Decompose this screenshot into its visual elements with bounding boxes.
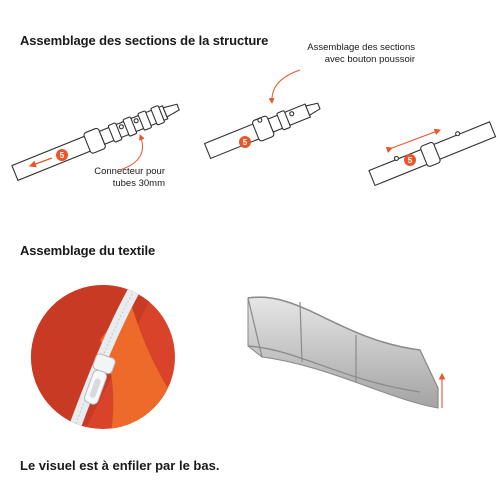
- connector-callout-line1: Connecteur pour: [94, 166, 165, 177]
- textile-instruction-caption: Le visuel est à enfiler par le bas.: [20, 458, 220, 473]
- badge-2: [239, 136, 251, 148]
- badge-1: [56, 149, 68, 161]
- pushbutton-callout-arrow: [272, 70, 300, 103]
- textile-assembly-heading: Assemblage du textile: [20, 243, 156, 258]
- pushbutton-diagram: [203, 96, 323, 161]
- connector-tube-diagram: [11, 97, 182, 183]
- connector-callout-line2: tubes 30mm: [112, 178, 165, 189]
- zipper-photo: [20, 280, 190, 440]
- assembled-tube-diagram: [368, 119, 497, 188]
- badge-2-label: 5: [242, 138, 248, 147]
- badge-1-label: 5: [59, 151, 65, 160]
- structure-assembly-heading: Assemblage des sections de la structure: [20, 33, 269, 48]
- connector-callout-arrow: [120, 135, 143, 170]
- pushbutton-callout-line2: avec bouton poussoir: [324, 54, 415, 65]
- connector-tip: [163, 102, 180, 117]
- curved-banner-diagram: [248, 297, 442, 408]
- badge-3-label: 5: [407, 156, 413, 165]
- pushbutton-callout-line1: Assemblage des sections: [307, 42, 415, 53]
- banner-textile: [248, 297, 438, 408]
- badge-3: [404, 154, 416, 166]
